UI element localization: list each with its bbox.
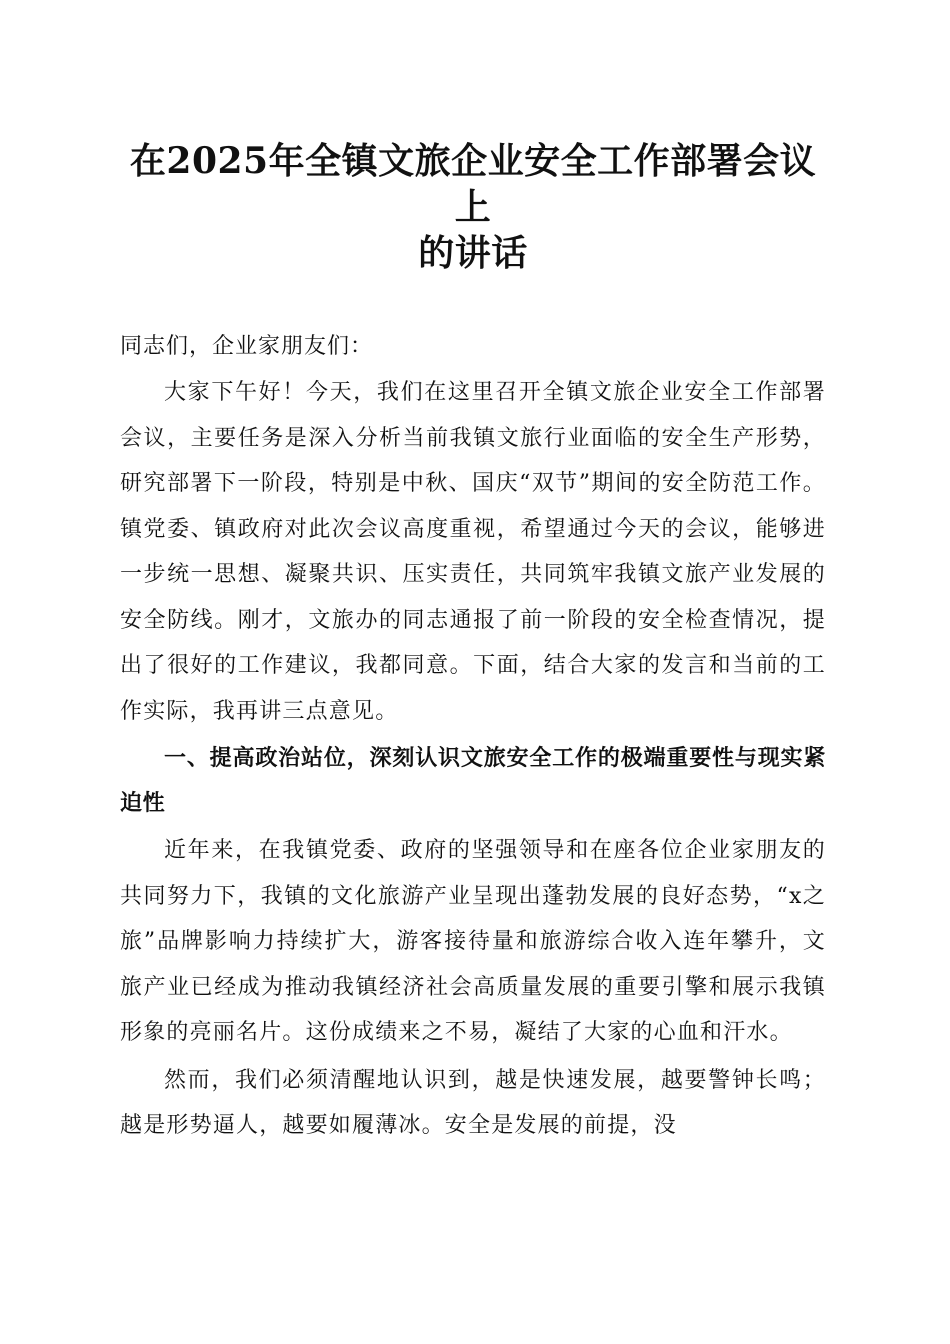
title-line-1: 在2025年全镇文旅企业安全工作部署会议上: [129, 140, 817, 228]
section-1-paragraph-2: 然而，我们必须清醒地认识到，越是快速发展，越要警钟长鸣；越是形势逼人，越要如履薄冰。安全是发展的前提，没: [120, 1067, 826, 1138]
document-body: [120, 138, 826, 1149]
salutation: 同志们，企业家朋友们：: [120, 334, 374, 359]
opening-paragraph: 大家下午好！今天，我们在这里召开全镇文旅企业安全工作部署会议，主要任务是深入分析当前我镇文旅行业面临的安全生产形势，研究部署下一阶段，特别是中秋、国庆“双节”期间的安全防范工作。镇党委、镇政府对此次会议高度重视，希望通过今天的会议，能够进一步统一思想、凝聚共识、压实责任，共同筑牢我镇文旅产业发展的安全防线。刚才，文旅办的同志通报了前一阶段的安全检查情况，提出了很好的工作建议，我都同意。下面，结合大家的发言和当前的工作实际，我再讲三点意见。: [120, 380, 826, 724]
title-line-2: 的讲话: [418, 232, 528, 274]
section-1-paragraph-1: 近年来，在我镇党委、政府的坚强领导和在座各位企业家朋友的共同努力下，我镇的文化旅游产业呈现出蓬勃发展的良好态势，“x之旅”品牌影响力持续扩大，游客接待量和旅游综合收入连年攀升，文旅产业已经成为推动我镇经济社会高质量发展的重要引擎和展示我镇形象的亮丽名片。这份成绩来之不易，凝结了大家的心血和汗水。: [120, 838, 826, 1045]
section-1-heading: 一、提高政治站位，深刻认识文旅安全工作的极端重要性与现实紧迫性: [120, 746, 826, 816]
document-title: [120, 138, 826, 276]
